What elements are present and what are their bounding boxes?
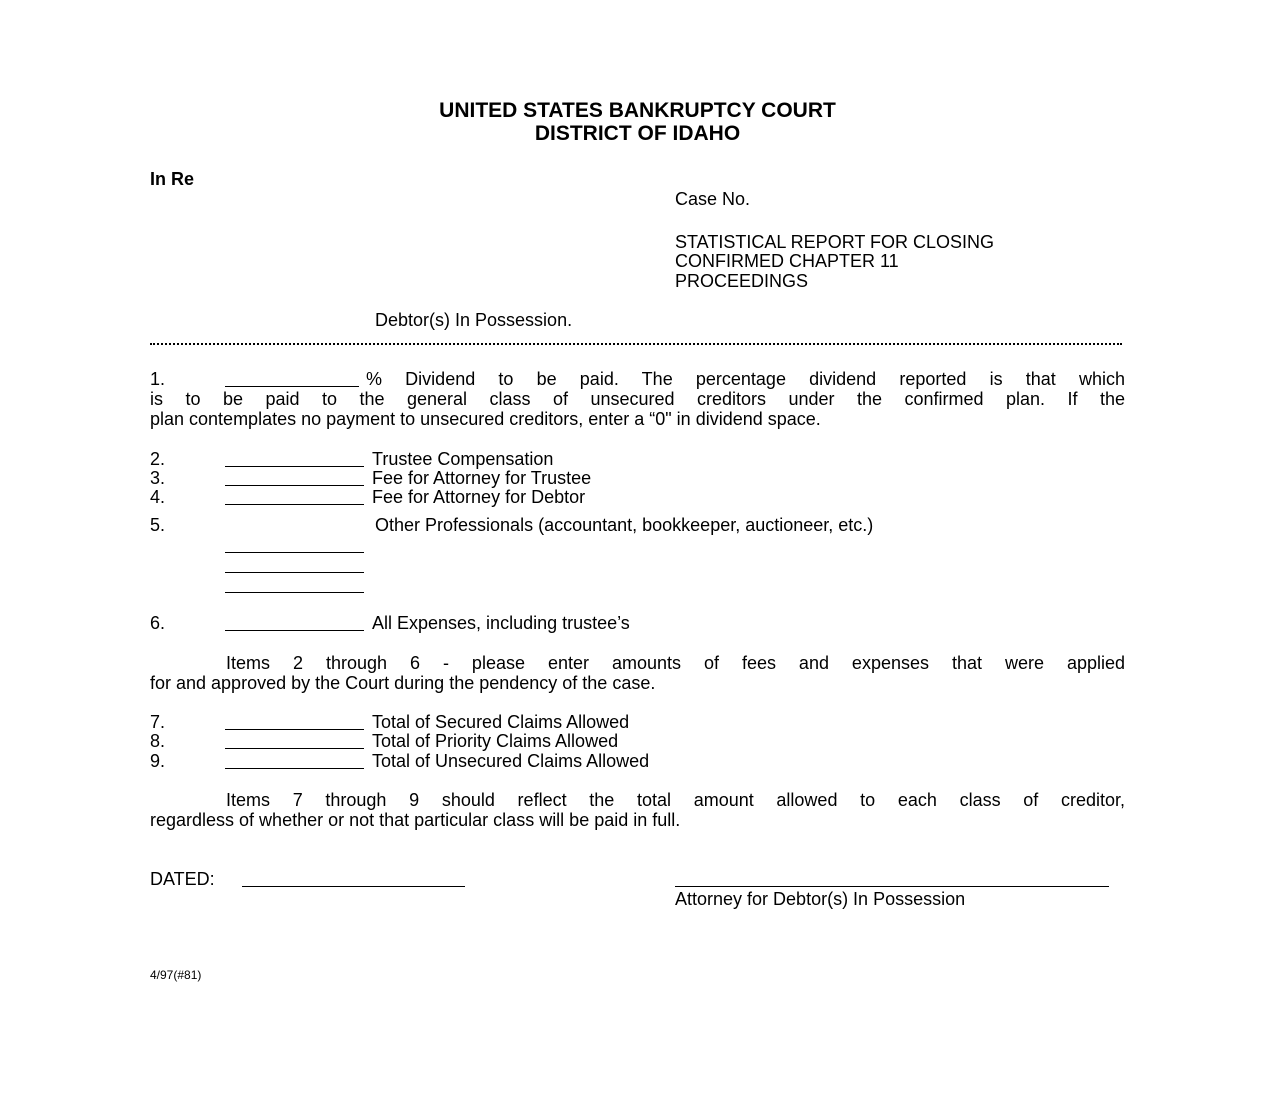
case-no-label: Case No. — [675, 189, 751, 209]
item-8-blank[interactable] — [225, 748, 364, 749]
caption-divider — [150, 343, 1122, 345]
item-7-number: 7. — [150, 712, 166, 732]
debtor-label: Debtor(s) In Possession. — [375, 310, 573, 330]
item-3-blank[interactable] — [225, 485, 364, 486]
item-3-number: 3. — [150, 468, 166, 488]
district-title: DISTRICT OF IDAHO — [534, 122, 741, 145]
item-1-number: 1. — [150, 369, 166, 389]
note-items-2-6-line1: Items 2 through 6 - please enter amounts of fees and expenses that were applied — [226, 653, 1125, 673]
in-re-label: In Re — [150, 169, 195, 189]
item-6-label: All Expenses, including trustee’s — [372, 613, 630, 633]
item-4-number: 4. — [150, 487, 166, 507]
item-1-text — [150, 369, 1125, 429]
other-professional-blank-1[interactable] — [225, 552, 364, 553]
note-items-7-9-line2: regardless of whether or not that particular class will be paid in full. — [150, 810, 681, 830]
item-4-label: Fee for Attorney for Debtor — [372, 487, 586, 507]
item-5-label: Other Professionals (accountant, bookkeeper, auctioneer, etc.) — [375, 515, 874, 535]
item-4-blank[interactable] — [225, 504, 364, 505]
item-5-number: 5. — [150, 515, 166, 535]
attorney-label: Attorney for Debtor(s) In Possession — [675, 889, 966, 909]
other-professional-blank-3[interactable] — [225, 592, 364, 593]
item-7-blank[interactable] — [225, 729, 364, 730]
item-9-number: 9. — [150, 751, 166, 771]
item-3-label: Fee for Attorney for Trustee — [372, 468, 592, 488]
note-items-2-6 — [150, 653, 1125, 693]
report-title-line2: CONFIRMED CHAPTER 11 — [675, 251, 899, 271]
report-title-line3: PROCEEDINGS — [675, 271, 809, 291]
item-7-label: Total of Secured Claims Allowed — [372, 712, 630, 732]
item-9-blank[interactable] — [225, 768, 364, 769]
item-2-blank[interactable] — [225, 466, 364, 467]
note-items-7-9-line1: Items 7 through 9 should reflect the total amount allowed to each class of creditor, — [226, 790, 1125, 810]
item-6-number: 6. — [150, 613, 166, 633]
item-9-label: Total of Unsecured Claims Allowed — [372, 751, 650, 771]
dated-label: DATED: — [150, 869, 215, 889]
note-items-7-9 — [150, 790, 1125, 830]
item-8-label: Total of Priority Claims Allowed — [372, 731, 619, 751]
note-items-2-6-line2: for and approved by the Court during the pendency of the case. — [150, 673, 656, 693]
item-2-number: 2. — [150, 449, 166, 469]
report-title-line1: STATISTICAL REPORT FOR CLOSING — [675, 232, 995, 252]
form-code: 4/97(#81) — [150, 968, 202, 982]
court-title: UNITED STATES BANKRUPTCY COURT — [439, 99, 836, 122]
item-2-label: Trustee Compensation — [372, 449, 554, 469]
item-8-number: 8. — [150, 731, 166, 751]
attorney-signature-line[interactable] — [675, 886, 1109, 887]
other-professional-blank-2[interactable] — [225, 572, 364, 573]
item-1-line1: % Dividend to be paid. The percentage dividend reported is that which — [366, 369, 1125, 389]
dated-blank[interactable] — [242, 886, 465, 887]
item-1-line3: plan contemplates no payment to unsecured creditors, enter a “0" in dividend space. — [150, 409, 821, 429]
item-6-blank[interactable] — [225, 630, 364, 631]
item-1-line2: is to be paid to the general class of unsecured creditors under the confirmed plan. If the — [150, 389, 1125, 409]
